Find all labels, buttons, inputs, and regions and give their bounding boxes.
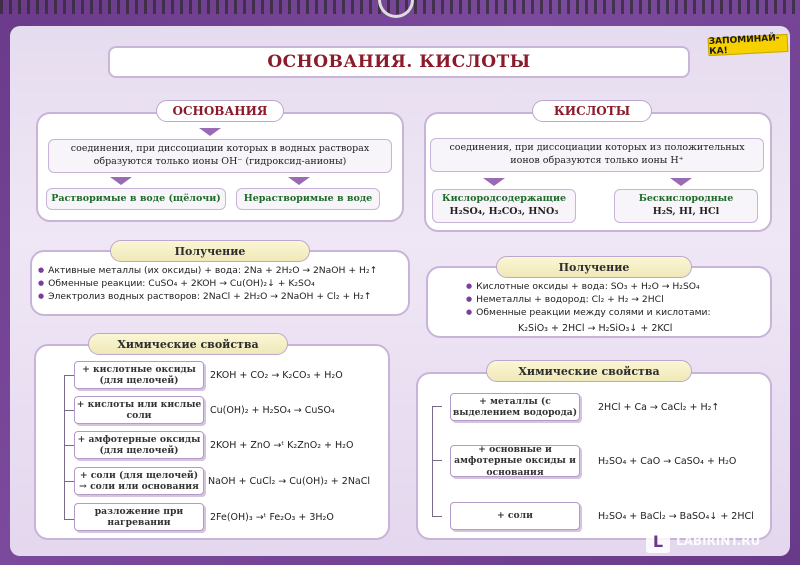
list-item: ● Кислотные оксиды + вода: SO₃ + H₂O → H₂SO₄ (466, 280, 766, 293)
bases-reagent: + кислоты или кислые соли (74, 396, 204, 424)
page-title: ОСНОВАНИЯ. КИСЛОТЫ (267, 52, 531, 72)
acids-definition: соединения, при диссоциации которых из положительных ионов образуются только ионы H⁺ (430, 138, 764, 172)
bases-equation: 2KOH + ZnO →ᵗ K₂ZnO₂ + H₂O (210, 440, 354, 451)
bases-tick (64, 375, 74, 376)
acids-reagent: + соли (450, 502, 580, 530)
calendar-hanger (378, 0, 414, 18)
acids-equation: H₂SO₄ + BaCl₂ → BaSO₄↓ + 2HCl (598, 511, 754, 522)
acids-tick (432, 460, 442, 461)
bases-equation: NaOH + CuCl₂ → Cu(OH)₂ + 2NaCl (208, 476, 371, 487)
bases-arrow-right (288, 177, 310, 185)
bases-insoluble: Нерастворимые в воде (236, 188, 380, 210)
bases-tick (64, 519, 74, 520)
list-item: ● Активные металлы (их оксиды) + вода: 2Na + 2H₂O → 2NaOH + H₂↑ (38, 264, 406, 277)
acids-production-list (466, 280, 766, 319)
list-item: ● Электролиз водных растворов: 2NaCl + 2H₂O → 2NaOH + Cl₂ + H₂↑ (38, 290, 406, 303)
bases-arrow-1 (199, 128, 221, 136)
acids-reagent: + металлы (с выделением водорода) (450, 393, 580, 421)
bases-production-header: Получение (110, 240, 310, 262)
bases-tick (64, 445, 74, 446)
acids-oxygen-examples: H₂SO₄, H₂CO₃, HNO₃ (449, 206, 559, 217)
page-title-bar (108, 46, 690, 78)
acids-oxygenless-examples: H₂S, HI, HCl (652, 206, 720, 217)
bases-properties-header: Химические свойства (88, 333, 288, 355)
acids-tick (432, 406, 442, 407)
list-item: ● Неметаллы + водород: Cl₂ + H₂ → 2HCl (466, 293, 766, 306)
acids-properties-header: Химические свойства (486, 360, 692, 382)
acids-tick (432, 516, 442, 517)
logo-text: LABIRINT.RU (676, 534, 761, 548)
acids-oxygen-box (432, 189, 576, 223)
bases-definition: соединения, при диссоциации которых в водных растворах образуются только ионы OH⁻ (гидроксид-анионы) (48, 139, 392, 173)
acids-production-header: Получение (496, 256, 692, 278)
bases-equation: Cu(OH)₂ + H₂SO₄ → CuSO₄ (210, 405, 335, 416)
bases-tick (64, 481, 74, 482)
list-item: ● Обменные реакции между солями и кислотами: (466, 306, 766, 319)
bases-production-list (38, 264, 406, 303)
logo-icon: L (646, 529, 670, 553)
bases-reagent: + кислотные оксиды (для щелочей) (74, 361, 204, 389)
list-item: ● Обменные реакции: CuSO₄ + 2KOH → Cu(OH)₂↓ + K₂SO₄ (38, 277, 406, 290)
acids-header: КИСЛОТЫ (532, 100, 652, 122)
acids-arrow-right (670, 178, 692, 186)
bases-equation: 2KOH + CO₂ → K₂CO₃ + H₂O (210, 370, 343, 381)
bases-header: ОСНОВАНИЯ (156, 100, 284, 122)
bases-bracket (64, 375, 65, 520)
labirint-logo (646, 527, 796, 555)
acids-equation: H₂SO₄ + CaO → CaSO₄ + H₂O (598, 456, 737, 467)
acids-arrow-left (483, 178, 505, 186)
acids-oxygenless-box (614, 189, 758, 223)
bases-equation: 2Fe(OH)₃ →ᵗ Fe₂O₃ + 3H₂O (210, 512, 334, 523)
acids-reagent: + основные и амфотерные оксиды и основания (450, 445, 580, 477)
bases-soluble: Растворимые в воде (щёлочи) (46, 188, 226, 210)
acids-oxygenless-title: Бескислородные (638, 193, 734, 205)
bases-reagent: + соли (для щелочей) → соли или основания (74, 467, 204, 495)
acids-bracket (432, 406, 433, 516)
bases-tick (64, 410, 74, 411)
acids-production-extra: K₂SiO₃ + 2HCl → H₂SiO₃↓ + 2KCl (518, 323, 673, 334)
remember-badge: ЗАПОМИНАЙ-КА! (708, 34, 789, 56)
bases-reagent: разложение при нагревании (74, 503, 204, 531)
bases-arrow-left (110, 177, 132, 185)
acids-oxygen-title: Кислородсодержащие (441, 193, 567, 205)
bases-reagent: + амфотерные оксиды (для щелочей) (74, 431, 204, 459)
acids-equation: 2HCl + Ca → CaCl₂ + H₂↑ (598, 402, 720, 413)
